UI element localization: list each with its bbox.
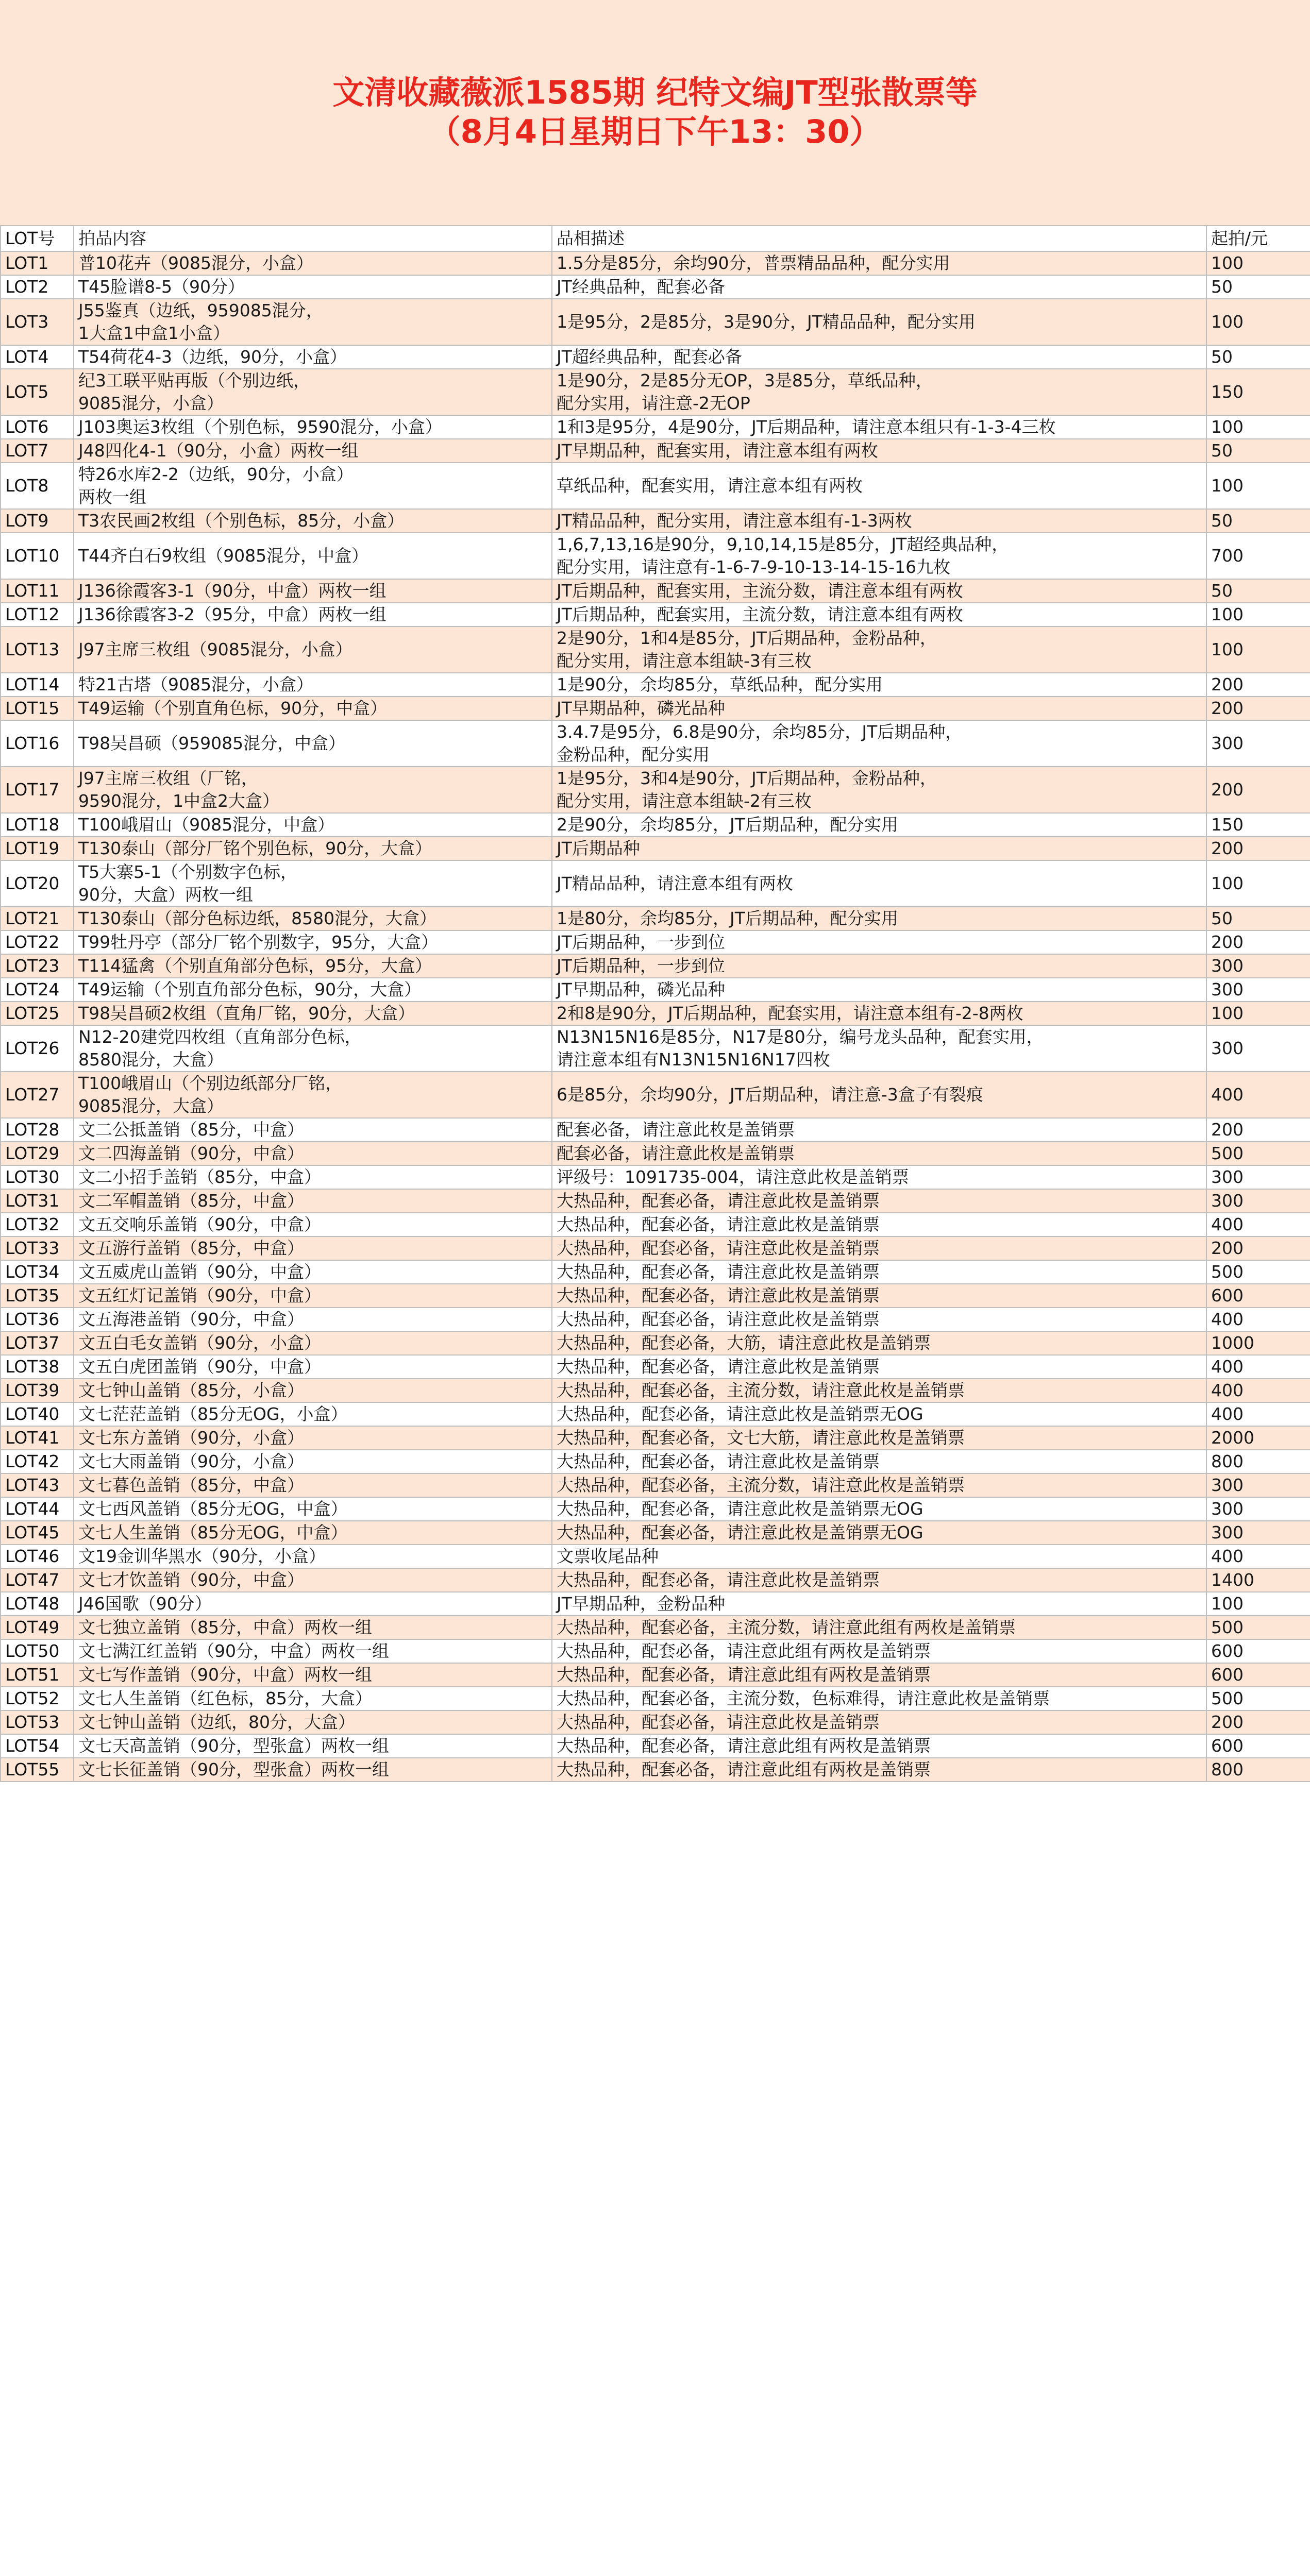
table-row — [1, 1142, 1310, 1165]
table-row — [1, 1616, 1310, 1639]
lot-number: LOT39 — [1, 1379, 74, 1402]
lot-number: LOT22 — [1, 930, 74, 954]
table-row — [1, 1236, 1310, 1260]
lot-description: 草纸品种，配套实用，请注意本组有两枚 — [552, 463, 1206, 509]
lot-start-price: 300 — [1206, 1521, 1310, 1545]
lot-start-price: 50 — [1206, 907, 1310, 930]
lot-start-price: 400 — [1206, 1402, 1310, 1426]
lot-number: LOT3 — [1, 299, 74, 345]
lot-start-price: 200 — [1206, 1710, 1310, 1734]
table-row — [1, 954, 1310, 978]
lot-start-price: 600 — [1206, 1663, 1310, 1687]
lot-item: J55鉴真（边纸，959085混分， 1大盒1中盒1小盒） — [74, 299, 552, 345]
lot-item: 文七暮色盖销（85分，中盒） — [74, 1473, 552, 1497]
lot-start-price: 400 — [1206, 1072, 1310, 1118]
lot-description: 1是95分，2是85分，3是90分，JT精品品种，配分实用 — [552, 299, 1206, 345]
table-row — [1, 1025, 1310, 1072]
lot-number: LOT27 — [1, 1072, 74, 1118]
table-row — [1, 767, 1310, 813]
lot-description: 2是90分，余均85分，JT后期品种，配分实用 — [552, 813, 1206, 837]
lot-description: 1.5分是85分，余均90分，普票精品品种，配分实用 — [552, 251, 1206, 275]
table-row — [1, 837, 1310, 860]
lot-description: 大热品种，配套必备，请注意此枚是盖销票 — [552, 1213, 1206, 1236]
lot-item: J46国歌（90分） — [74, 1592, 552, 1616]
lot-item: 文19金训华黑水（90分，小盒） — [74, 1545, 552, 1568]
lot-number: LOT4 — [1, 345, 74, 369]
lot-start-price: 50 — [1206, 579, 1310, 603]
lot-number: LOT31 — [1, 1189, 74, 1213]
lot-description: 大热品种，配套必备，请注意此枚是盖销票 — [552, 1355, 1206, 1379]
lot-item: 特26水库2-2（边纸，90分，小盒） 两枚一组 — [74, 463, 552, 509]
lot-item: J136徐霞客3-1（90分，中盒）两枚一组 — [74, 579, 552, 603]
lot-description: 大热品种，配套必备，请注意此枚是盖销票无OG — [552, 1402, 1206, 1426]
lot-start-price: 300 — [1206, 1025, 1310, 1072]
lot-item: 文五海港盖销（90分，中盒） — [74, 1308, 552, 1331]
table-row — [1, 275, 1310, 299]
lot-item: 文五游行盖销（85分，中盒） — [74, 1236, 552, 1260]
lot-start-price: 500 — [1206, 1260, 1310, 1284]
lot-start-price: 500 — [1206, 1142, 1310, 1165]
lot-start-price: 400 — [1206, 1545, 1310, 1568]
lot-item: T130泰山（部分色标边纸，8580混分，大盒） — [74, 907, 552, 930]
lot-item: 文七西风盖销（85分无OG，中盒） — [74, 1497, 552, 1521]
lot-item: 文七写作盖销（90分，中盒）两枚一组 — [74, 1663, 552, 1687]
lot-item: T5大寨5-1（个别数字色标， 90分，大盒）两枚一组 — [74, 860, 552, 907]
lot-item: J97主席三枚组（厂铭， 9590混分，1中盒2大盒） — [74, 767, 552, 813]
lot-description: 配套必备，请注意此枚是盖销票 — [552, 1118, 1206, 1142]
lot-description: 2是90分，1和4是85分，JT后期品种，金粉品种， 配分实用，请注意本组缺-3有三枚 — [552, 626, 1206, 673]
lot-number: LOT42 — [1, 1450, 74, 1473]
lot-description: 1是95分，3和4是90分，JT后期品种，金粉品种， 配分实用，请注意本组缺-2有三枚 — [552, 767, 1206, 813]
lot-number: LOT38 — [1, 1355, 74, 1379]
table-row — [1, 907, 1310, 930]
lot-description: 大热品种，配套必备，主流分数，请注意此枚是盖销票 — [552, 1473, 1206, 1497]
lot-description: 大热品种，配套必备，请注意此枚是盖销票 — [552, 1236, 1206, 1260]
lot-item: T100峨眉山（9085混分，中盒） — [74, 813, 552, 837]
lot-start-price: 300 — [1206, 954, 1310, 978]
lot-item: J97主席三枚组（9085混分，小盒） — [74, 626, 552, 673]
table-row — [1, 673, 1310, 697]
table-row — [1, 1331, 1310, 1355]
table-row — [1, 1639, 1310, 1663]
table-row — [1, 299, 1310, 345]
lot-description: N13N15N16是85分，N17是80分，编号龙头品种，配套实用， 请注意本组有N13N15N16N17四枚 — [552, 1025, 1206, 1072]
lot-description: 大热品种，配套必备，请注意此枚是盖销票 — [552, 1260, 1206, 1284]
table-row — [1, 1189, 1310, 1213]
lot-description: 1和3是95分，4是90分，JT后期品种，请注意本组只有-1-3-4三枚 — [552, 415, 1206, 439]
lot-item: 文七东方盖销（90分，小盒） — [74, 1426, 552, 1450]
auction-datetime: （8月4日星期日下午13：30） — [428, 113, 882, 150]
table-row — [1, 1072, 1310, 1118]
table-row — [1, 860, 1310, 907]
lot-description: 大热品种，配套必备，请注意此组有两枚是盖销票 — [552, 1663, 1206, 1687]
col-header-desc: 品相描述 — [552, 226, 1206, 251]
lot-start-price: 300 — [1206, 1497, 1310, 1521]
lot-item: 文五红灯记盖销（90分，中盒） — [74, 1284, 552, 1308]
lot-description: JT精品品种，请注意本组有两枚 — [552, 860, 1206, 907]
lot-number: LOT29 — [1, 1142, 74, 1165]
table-row — [1, 1450, 1310, 1473]
table-row — [1, 1355, 1310, 1379]
lot-number: LOT55 — [1, 1758, 74, 1782]
lot-start-price: 100 — [1206, 1592, 1310, 1616]
table-row — [1, 813, 1310, 837]
lot-item: T45脸谱8-5（90分） — [74, 275, 552, 299]
col-header-item: 拍品内容 — [74, 226, 552, 251]
table-row — [1, 1379, 1310, 1402]
table-row — [1, 1118, 1310, 1142]
lot-number: LOT25 — [1, 1002, 74, 1025]
lot-number: LOT49 — [1, 1616, 74, 1639]
lot-description: 大热品种，配套必备，大筋，请注意此枚是盖销票 — [552, 1331, 1206, 1355]
lot-item: N12-20建党四枚组（直角部分色标， 8580混分，大盒） — [74, 1025, 552, 1072]
table-row — [1, 1284, 1310, 1308]
lot-description: 大热品种，配套必备，主流分数，色标难得，请注意此枚是盖销票 — [552, 1687, 1206, 1710]
lot-item: 文七满江红盖销（90分，中盒）两枚一组 — [74, 1639, 552, 1663]
lot-start-price: 150 — [1206, 813, 1310, 837]
lot-number: LOT19 — [1, 837, 74, 860]
lot-item: 文七钟山盖销（边纸，80分，大盒） — [74, 1710, 552, 1734]
lot-description: JT早期品种，配套实用，请注意本组有两枚 — [552, 439, 1206, 463]
lot-start-price: 500 — [1206, 1687, 1310, 1710]
lot-item: 文五白虎团盖销（90分，中盒） — [74, 1355, 552, 1379]
lot-description: 大热品种，配套必备，请注意此枚是盖销票无OG — [552, 1521, 1206, 1545]
lot-item: 纪3工联平贴再版（个别边纸， 9085混分，小盒） — [74, 369, 552, 415]
lot-number: LOT20 — [1, 860, 74, 907]
lot-item: T3农民画2枚组（个别色标，85分，小盒） — [74, 509, 552, 533]
lot-description: 大热品种，配套必备，请注意此枚是盖销票 — [552, 1568, 1206, 1592]
lot-number: LOT37 — [1, 1331, 74, 1355]
lot-description: 1是80分，余均85分，JT后期品种，配分实用 — [552, 907, 1206, 930]
lot-start-price: 300 — [1206, 1473, 1310, 1497]
col-header-lot: LOT号 — [1, 226, 74, 251]
lot-description: 大热品种，配套必备，请注意此组有两枚是盖销票 — [552, 1734, 1206, 1758]
lot-number: LOT2 — [1, 275, 74, 299]
lot-start-price: 100 — [1206, 860, 1310, 907]
lot-number: LOT10 — [1, 533, 74, 579]
lot-description: 大热品种，配套必备，请注意此组有两枚是盖销票 — [552, 1758, 1206, 1782]
lot-number: LOT48 — [1, 1592, 74, 1616]
lot-description: 大热品种，配套必备，请注意此枚是盖销票 — [552, 1450, 1206, 1473]
lot-start-price: 100 — [1206, 415, 1310, 439]
table-row — [1, 1213, 1310, 1236]
lot-description: 1,6,7,13,16是90分，9,10,14,15是85分，JT超经典品种， 配分实用，请注意有-1-6-7-9-10-13-14-15-16九枚 — [552, 533, 1206, 579]
lot-item: T49运输（个别直角色标，90分，中盒） — [74, 697, 552, 720]
lot-description: 文票收尾品种 — [552, 1545, 1206, 1568]
lot-description: 评级号：1091735-004，请注意此枚是盖销票 — [552, 1165, 1206, 1189]
lot-item: 文五交响乐盖销（90分，中盒） — [74, 1213, 552, 1236]
lot-number: LOT1 — [1, 251, 74, 275]
lot-number: LOT28 — [1, 1118, 74, 1142]
lot-item: T49运输（个别直角部分色标，90分，大盒） — [74, 978, 552, 1002]
lot-start-price: 200 — [1206, 673, 1310, 697]
table-row — [1, 1568, 1310, 1592]
table-row — [1, 1497, 1310, 1521]
table-row — [1, 1402, 1310, 1426]
lot-start-price: 400 — [1206, 1213, 1310, 1236]
lot-number: LOT50 — [1, 1639, 74, 1663]
lot-start-price: 2000 — [1206, 1426, 1310, 1450]
lot-start-price: 300 — [1206, 1165, 1310, 1189]
lot-number: LOT6 — [1, 415, 74, 439]
lot-start-price: 800 — [1206, 1758, 1310, 1782]
lot-description: JT早期品种，磷光品种 — [552, 697, 1206, 720]
lot-start-price: 1000 — [1206, 1331, 1310, 1355]
lot-item: 文七天高盖销（90分，型张盒）两枚一组 — [74, 1734, 552, 1758]
lot-number: LOT16 — [1, 720, 74, 767]
lot-number: LOT17 — [1, 767, 74, 813]
lot-start-price: 50 — [1206, 439, 1310, 463]
lot-item: T98吴昌硕（959085混分，中盒） — [74, 720, 552, 767]
table-row — [1, 978, 1310, 1002]
lot-start-price: 100 — [1206, 463, 1310, 509]
table-row — [1, 1521, 1310, 1545]
lot-item: T54荷花4-3（边纸，90分，小盒） — [74, 345, 552, 369]
lot-number: LOT12 — [1, 603, 74, 626]
lot-start-price: 300 — [1206, 1189, 1310, 1213]
lot-item: J103奥运3枚组（个别色标，9590混分，小盒） — [74, 415, 552, 439]
table-row — [1, 1663, 1310, 1687]
table-row — [1, 697, 1310, 720]
lot-description: JT超经典品种，配套必备 — [552, 345, 1206, 369]
table-row — [1, 463, 1310, 509]
lot-number: LOT24 — [1, 978, 74, 1002]
lot-description: JT早期品种，金粉品种 — [552, 1592, 1206, 1616]
lot-number: LOT51 — [1, 1663, 74, 1687]
lot-item: 特21古塔（9085混分，小盒） — [74, 673, 552, 697]
table-row — [1, 603, 1310, 626]
lot-description: 1是90分，2是85分无OP，3是85分，草纸品种， 配分实用，请注意-2无OP — [552, 369, 1206, 415]
lot-description: 6是85分，余均90分，JT后期品种，请注意-3盒子有裂痕 — [552, 1072, 1206, 1118]
lot-start-price: 1400 — [1206, 1568, 1310, 1592]
lot-description: JT精品品种，配分实用，请注意本组有-1-3两枚 — [552, 509, 1206, 533]
lot-start-price: 600 — [1206, 1284, 1310, 1308]
table-row — [1, 579, 1310, 603]
lot-number: LOT23 — [1, 954, 74, 978]
lot-item: T98吴昌硕2枚组（直角厂铭，90分，大盒） — [74, 1002, 552, 1025]
lot-item: 普10花卉（9085混分，小盒） — [74, 251, 552, 275]
lot-description: JT经典品种，配套必备 — [552, 275, 1206, 299]
lot-start-price: 200 — [1206, 697, 1310, 720]
lot-number: LOT45 — [1, 1521, 74, 1545]
table-row — [1, 1592, 1310, 1616]
lot-start-price: 100 — [1206, 299, 1310, 345]
lot-description: 1是90分，余均85分，草纸品种，配分实用 — [552, 673, 1206, 697]
table-row — [1, 1165, 1310, 1189]
lot-item: T99牡丹亭（部分厂铭个别数字，95分，大盒） — [74, 930, 552, 954]
lot-description: 3.4.7是95分，6.8是90分，余均85分，JT后期品种， 金粉品种，配分实用 — [552, 720, 1206, 767]
lot-number: LOT35 — [1, 1284, 74, 1308]
lot-start-price: 200 — [1206, 1118, 1310, 1142]
lot-description: JT早期品种，磷光品种 — [552, 978, 1206, 1002]
lot-number: LOT44 — [1, 1497, 74, 1521]
lot-item: 文五白毛女盖销（90分，小盒） — [74, 1331, 552, 1355]
lot-number: LOT41 — [1, 1426, 74, 1450]
lot-description: 配套必备，请注意此枚是盖销票 — [552, 1142, 1206, 1165]
table-header-row — [1, 226, 1310, 251]
lot-item: T114猛禽（个别直角部分色标，95分，大盒） — [74, 954, 552, 978]
lot-number: LOT43 — [1, 1473, 74, 1497]
lot-description: 2和8是90分，JT后期品种，配套实用，请注意本组有-2-8两枚 — [552, 1002, 1206, 1025]
header-banner — [0, 0, 1310, 225]
table-row — [1, 439, 1310, 463]
lot-description: 大热品种，配套必备，主流分数，请注意此枚是盖销票 — [552, 1379, 1206, 1402]
lot-start-price: 800 — [1206, 1450, 1310, 1473]
lot-start-price: 50 — [1206, 509, 1310, 533]
lot-item: 文七钟山盖销（85分，小盒） — [74, 1379, 552, 1402]
lot-number: LOT21 — [1, 907, 74, 930]
lot-number: LOT14 — [1, 673, 74, 697]
lot-description: 大热品种，配套必备，请注意此枚是盖销票 — [552, 1308, 1206, 1331]
lot-start-price: 400 — [1206, 1355, 1310, 1379]
lot-item: T130泰山（部分厂铭个别色标，90分，大盒） — [74, 837, 552, 860]
lot-start-price: 150 — [1206, 369, 1310, 415]
lot-start-price: 200 — [1206, 1236, 1310, 1260]
lot-item: J136徐霞客3-2（95分，中盒）两枚一组 — [74, 603, 552, 626]
table-row — [1, 1308, 1310, 1331]
lot-number: LOT52 — [1, 1687, 74, 1710]
lot-start-price: 500 — [1206, 1616, 1310, 1639]
lot-start-price: 600 — [1206, 1639, 1310, 1663]
table-row — [1, 1710, 1310, 1734]
lot-start-price: 300 — [1206, 720, 1310, 767]
lot-start-price: 100 — [1206, 251, 1310, 275]
lot-number: LOT18 — [1, 813, 74, 837]
table-row — [1, 369, 1310, 415]
lot-description: JT后期品种，配套实用，主流分数，请注意本组有两枚 — [552, 603, 1206, 626]
lot-start-price: 200 — [1206, 930, 1310, 954]
lot-start-price: 700 — [1206, 533, 1310, 579]
lot-start-price: 100 — [1206, 603, 1310, 626]
table-row — [1, 251, 1310, 275]
lot-number: LOT30 — [1, 1165, 74, 1189]
page-title: 文清收藏薇派1585期 纪特文编JT型张散票等 — [332, 74, 978, 111]
lot-description: JT后期品种 — [552, 837, 1206, 860]
lot-start-price: 100 — [1206, 626, 1310, 673]
lot-item: 文五威虎山盖销（90分，中盒） — [74, 1260, 552, 1284]
lot-item: 文七长征盖销（90分，型张盒）两枚一组 — [74, 1758, 552, 1782]
lot-number: LOT9 — [1, 509, 74, 533]
table-row — [1, 626, 1310, 673]
table-row — [1, 1545, 1310, 1568]
lot-description: 大热品种，配套必备，请注意此组有两枚是盖销票 — [552, 1639, 1206, 1663]
lot-item: 文七才饮盖销（90分，中盒） — [74, 1568, 552, 1592]
lot-number: LOT47 — [1, 1568, 74, 1592]
lot-description: 大热品种，配套必备，请注意此枚是盖销票 — [552, 1189, 1206, 1213]
table-row — [1, 509, 1310, 533]
lot-description: 大热品种，配套必备，请注意此枚是盖销票 — [552, 1284, 1206, 1308]
lot-table — [0, 225, 1310, 1782]
lot-description: 大热品种，配套必备，主流分数，请注意此组有两枚是盖销票 — [552, 1616, 1206, 1639]
lot-number: LOT33 — [1, 1236, 74, 1260]
lot-number: LOT32 — [1, 1213, 74, 1236]
lot-start-price: 100 — [1206, 1002, 1310, 1025]
lot-item: T44齐白石9枚组（9085混分，中盒） — [74, 533, 552, 579]
lot-item: T100峨眉山（个别边纸部分厂铭， 9085混分，大盒） — [74, 1072, 552, 1118]
lot-number: LOT11 — [1, 579, 74, 603]
lot-start-price: 50 — [1206, 345, 1310, 369]
lot-item: 文七独立盖销（85分，中盒）两枚一组 — [74, 1616, 552, 1639]
table-row — [1, 1260, 1310, 1284]
lot-start-price: 200 — [1206, 767, 1310, 813]
lot-description: 大热品种，配套必备，请注意此枚是盖销票无OG — [552, 1497, 1206, 1521]
lot-start-price: 300 — [1206, 978, 1310, 1002]
lot-start-price: 400 — [1206, 1308, 1310, 1331]
lot-item: 文七人生盖销（85分无OG，中盒） — [74, 1521, 552, 1545]
lot-start-price: 50 — [1206, 275, 1310, 299]
table-row — [1, 1734, 1310, 1758]
lot-start-price: 400 — [1206, 1379, 1310, 1402]
lot-number: LOT7 — [1, 439, 74, 463]
table-row — [1, 720, 1310, 767]
table-row — [1, 1002, 1310, 1025]
lot-start-price: 600 — [1206, 1734, 1310, 1758]
lot-number: LOT40 — [1, 1402, 74, 1426]
lot-number: LOT54 — [1, 1734, 74, 1758]
lot-number: LOT34 — [1, 1260, 74, 1284]
lot-item: 文二军帽盖销（85分，中盒） — [74, 1189, 552, 1213]
table-row — [1, 415, 1310, 439]
lot-number: LOT26 — [1, 1025, 74, 1072]
lot-number: LOT36 — [1, 1308, 74, 1331]
lot-number: LOT8 — [1, 463, 74, 509]
lot-description: JT后期品种，一步到位 — [552, 930, 1206, 954]
lot-description: 大热品种，配套必备，文七大筋，请注意此枚是盖销票 — [552, 1426, 1206, 1450]
table-row — [1, 345, 1310, 369]
lot-number: LOT13 — [1, 626, 74, 673]
table-row — [1, 930, 1310, 954]
lot-item: 文二公抵盖销（85分，中盒） — [74, 1118, 552, 1142]
lot-number: LOT5 — [1, 369, 74, 415]
lot-item: 文七大雨盖销（90分，小盒） — [74, 1450, 552, 1473]
lot-description: 大热品种，配套必备，请注意此枚是盖销票 — [552, 1710, 1206, 1734]
table-row — [1, 1687, 1310, 1710]
col-header-price: 起拍/元 — [1206, 226, 1310, 251]
table-row — [1, 1473, 1310, 1497]
lot-description: JT后期品种，配套实用，主流分数，请注意本组有两枚 — [552, 579, 1206, 603]
lot-number: LOT46 — [1, 1545, 74, 1568]
lot-description: JT后期品种，一步到位 — [552, 954, 1206, 978]
lot-number: LOT53 — [1, 1710, 74, 1734]
lot-start-price: 200 — [1206, 837, 1310, 860]
table-row — [1, 533, 1310, 579]
lot-item: 文七人生盖销（红色标，85分，大盒） — [74, 1687, 552, 1710]
lot-item: J48四化4-1（90分，小盒）两枚一组 — [74, 439, 552, 463]
table-row — [1, 1426, 1310, 1450]
lot-number: LOT15 — [1, 697, 74, 720]
lot-item: 文二四海盖销（90分，中盒） — [74, 1142, 552, 1165]
lot-item: 文二小招手盖销（85分，中盒） — [74, 1165, 552, 1189]
table-row — [1, 1758, 1310, 1782]
lot-item: 文七茫茫盖销（85分无OG，小盒） — [74, 1402, 552, 1426]
